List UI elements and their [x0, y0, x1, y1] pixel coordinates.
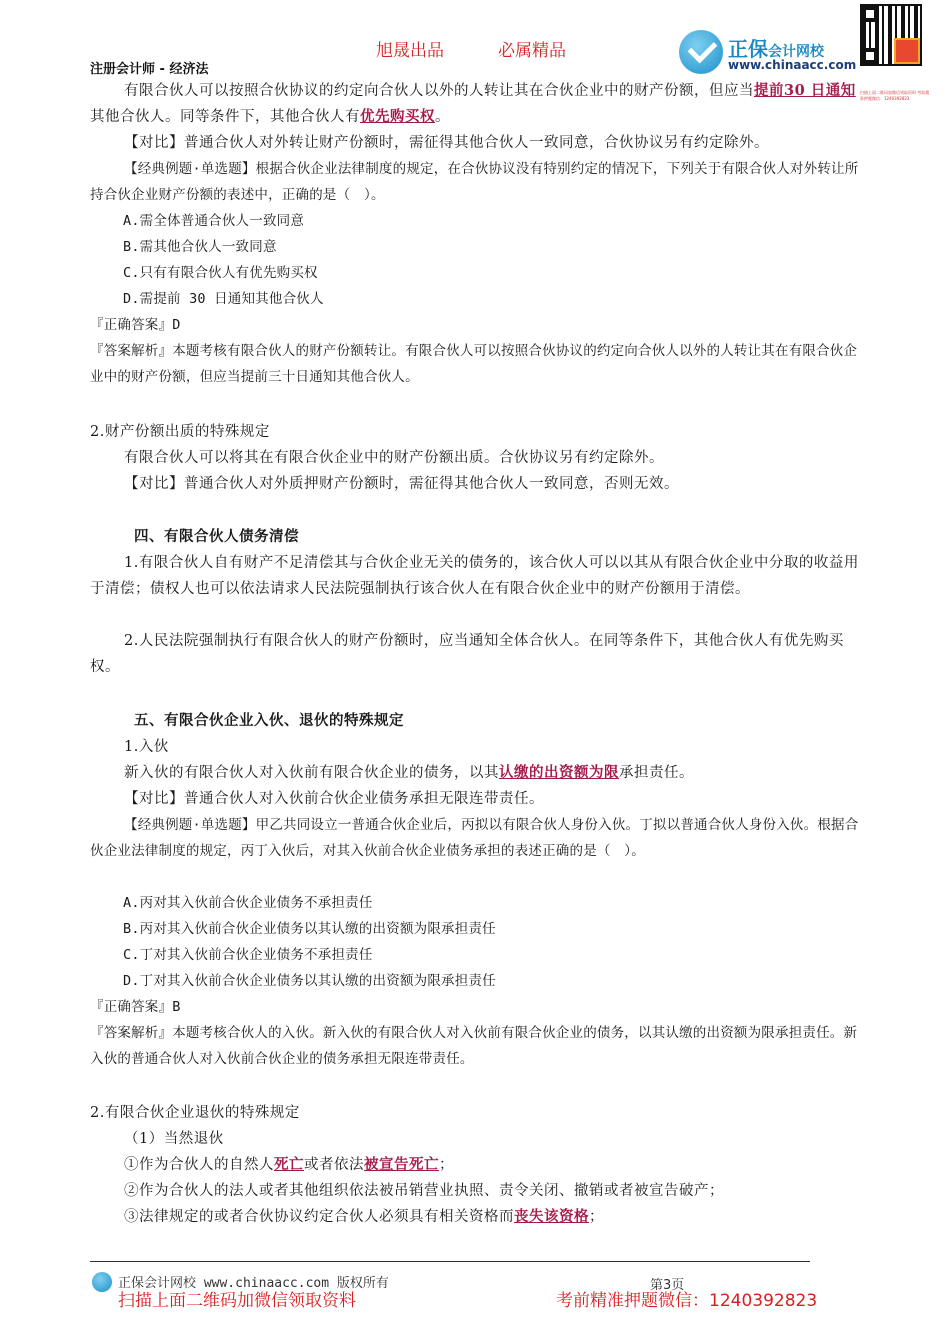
qr-badge-icon [894, 38, 920, 64]
pledge-comparison: 【对比】普通合伙人对外质押财产份额时，需征得其他合伙人一致同意，否则无效。 [124, 476, 679, 492]
option-2b: B.丙对其入伙前合伙企业债务以其认缴的出资额为限承担责任 [123, 921, 496, 937]
example-question-2: 【经典例题·单选题】甲乙共同设立一普通合伙企业后，丙拟以有限合伙人身份入伙。丁拟以普通合伙人身份入伙。根据合伙企业法律制度的规定，丙丁入伙后，对其入伙前合伙企业债务承担的表述正确的是（ ）。 [90, 817, 859, 859]
brand-name: 正保会计网校 [728, 37, 824, 61]
footer-logo-icon [92, 1272, 112, 1292]
analysis-2: 『答案解析』本题考核合伙人的入伙。新入伙的有限合伙人对入伙前有限合伙企业的债务，以其认缴的出资额为限承担责任。新入伙的普通合伙人对入伙前合伙企业的债务承担无限连带责任。 [90, 1025, 858, 1067]
footer-copyright: 正保会计网校 www.chinaacc.com 版权所有 [118, 1276, 389, 1291]
brand-url: www.chinaacc.com [728, 58, 857, 72]
join-paragraph: 新入伙的有限合伙人对入伙前有限合伙企业的债务，以其认缴的出资额为限承担责任。 [124, 764, 694, 781]
automatic-withdrawal: （1）当然退伙 [124, 1131, 224, 1147]
withdraw-item-1: ①作为合伙人的自然人死亡或者依法被宣告死亡； [124, 1156, 454, 1173]
option-1a: A.需全体普通合伙人一致同意 [123, 213, 305, 229]
footer-divider [90, 1261, 810, 1262]
section-withdraw-title: 2.有限合伙企业退伙的特殊规定 [90, 1105, 300, 1121]
promo-right-header: 必属精品 [498, 41, 566, 61]
answer-2: 『正确答案』B [90, 999, 181, 1015]
withdraw-item-3: ③法律规定的或者合伙协议约定合伙人必须具有相关资格而丧失该资格； [124, 1208, 604, 1225]
option-2a: A.丙对其入伙前合伙企业债务不承担责任 [123, 895, 373, 911]
example-question-1: 【经典例题·单选题】根据合伙企业法律制度的规定，在合伙协议没有特别约定的情况下，下列关于有限合伙人对外转让所持合伙企业财产份额的表述中，正确的是（ ）。 [90, 161, 859, 203]
debt-paragraph-2: 2.人民法院强制执行有限合伙人的财产份额时，应当通知全体合伙人。在同等条件下，其他合伙人有优先购买权。 [90, 633, 844, 675]
promo-left-header: 旭晟出品 [376, 41, 444, 61]
heading-5: 五、有限合伙企业入伙、退伙的特殊规定 [134, 713, 404, 729]
option-1d: D.需提前 30 日通知其他合伙人 [123, 291, 324, 307]
section-2-title: 2.财产份额出质的特殊规定 [90, 424, 270, 440]
section-join-title: 1.入伙 [124, 739, 169, 755]
option-1b: B.需其他合伙人一致同意 [123, 239, 277, 255]
option-2d: D.丁对其入伙前合伙企业债务以其认缴的出资额为限承担责任 [123, 973, 496, 989]
paragraph-transfer: 有限合伙人可以按照合伙协议的约定向合伙人以外的人转让其在合伙企业中的财产份额，但应当提前30 日通知其他合伙人。同等条件下，其他合伙人有优先购买权。 [90, 82, 856, 125]
answer-1: 『正确答案』D [90, 317, 181, 333]
comparison-note: 【对比】普通合伙人对外转让财产份额时，需征得其他合伙人一致同意，合伙协议另有约定除外。 [124, 135, 769, 151]
footer-promo-right: 考前精准押题微信：1240392823 [556, 1291, 818, 1311]
join-comparison: 【对比】普通合伙人对入伙前合伙企业债务承担无限连带责任。 [124, 791, 544, 807]
pledge-paragraph: 有限合伙人可以将其在有限合伙企业中的财产份额出质。合伙协议另有约定除外。 [124, 450, 664, 466]
option-1c: C.只有有限合伙人有优先购买权 [123, 265, 318, 281]
qr-caption: 扫描上面二维码加微信领取资料 考前精准押题微信：1240392823 [860, 90, 930, 101]
analysis-1: 『答案解析』本题考核有限合伙人的财产份额转让。有限合伙人可以按照合伙协议的约定向合伙人以外的人转让其在有限合伙企业中的财产份额，但应当提前三十日通知其他合伙人。 [90, 343, 858, 385]
heading-4: 四、有限合伙人债务清偿 [134, 529, 299, 545]
withdraw-item-2: ②作为合伙人的法人或者其他组织依法被吊销营业执照、责令关闭、撤销或者被宣告破产； [124, 1183, 724, 1199]
course-title: 注册会计师 - 经济法 [90, 62, 209, 77]
debt-paragraph-1: 1.有限合伙人自有财产不足清偿其与合伙企业无关的债务的，该合伙人可以以其从有限合伙企业中分取的收益用于清偿；债权人也可以依法请求人民法院强制执行该合伙人在有限合伙企业中的财产份额用于清偿。 [90, 555, 859, 597]
option-2c: C.丁对其入伙前合伙企业债务不承担责任 [123, 947, 373, 963]
footer-promo-left: 扫描上面二维码加微信领取资料 [118, 1291, 356, 1311]
page-number: 第3页 [650, 1278, 685, 1293]
